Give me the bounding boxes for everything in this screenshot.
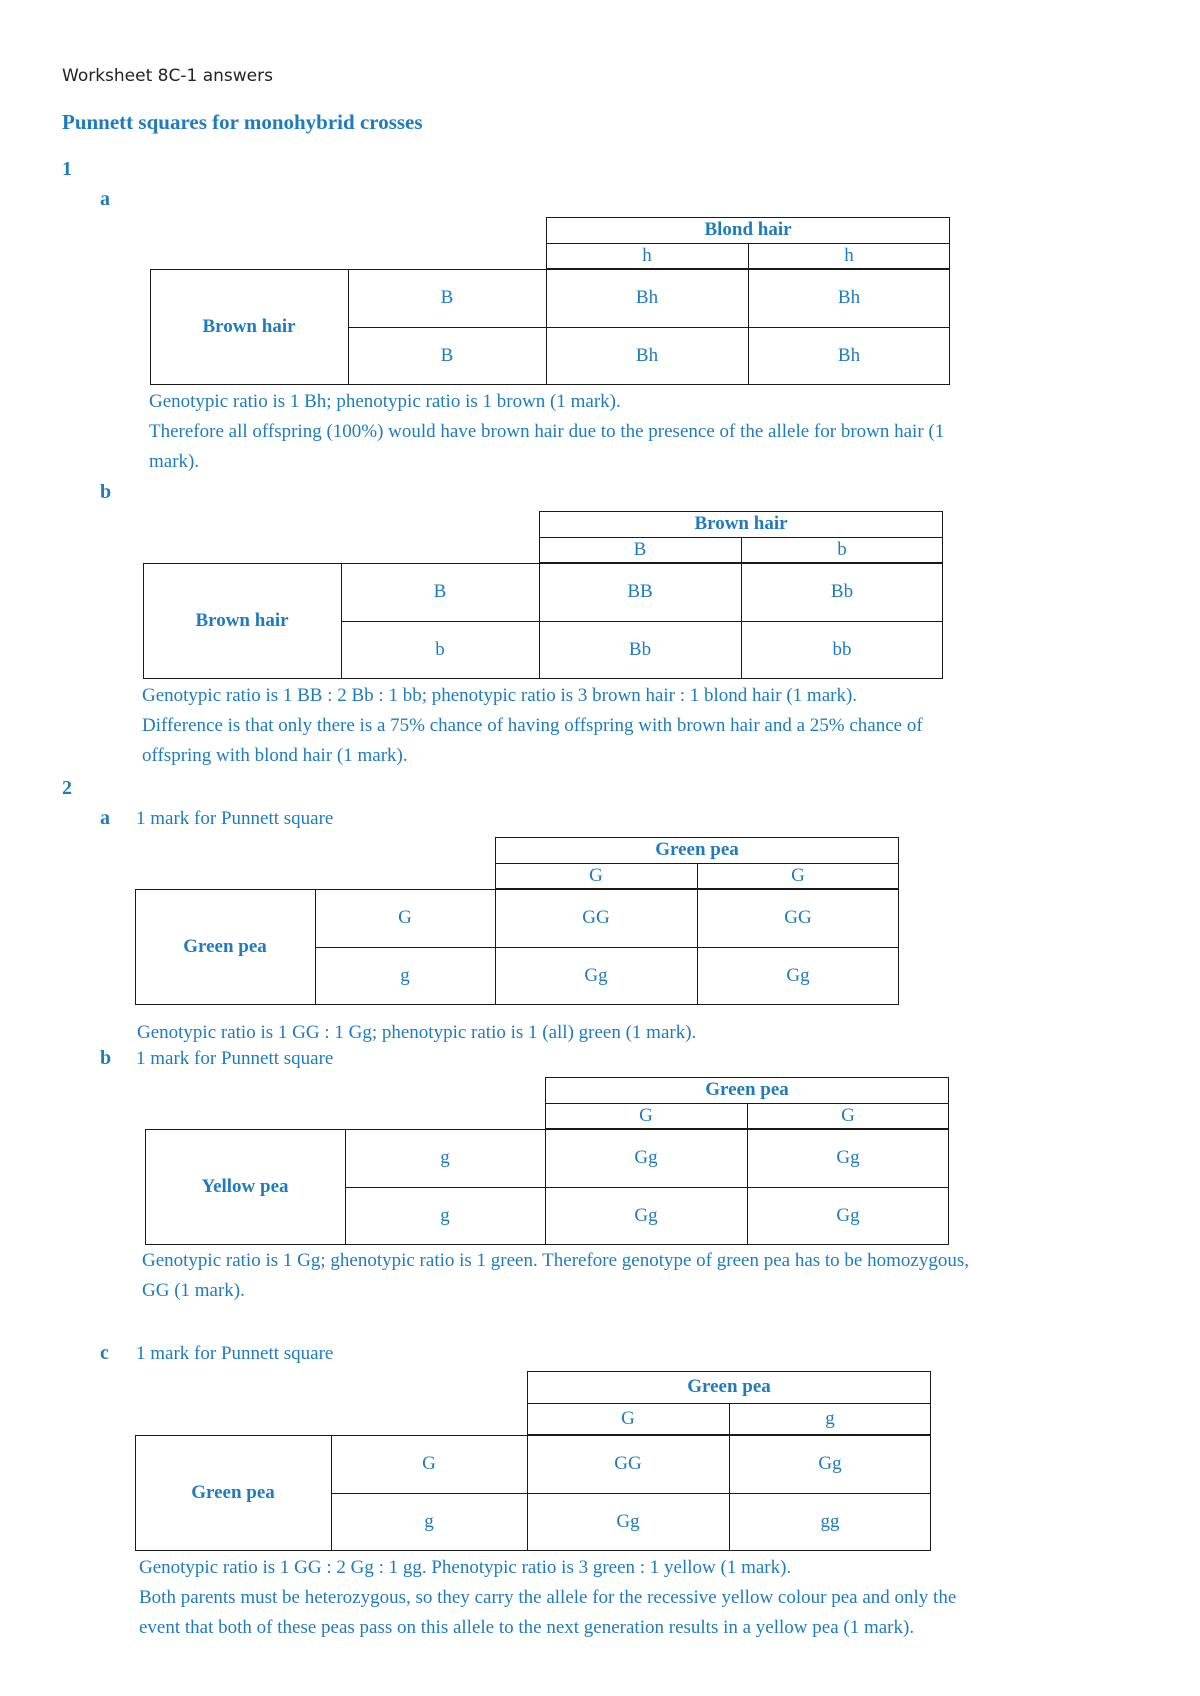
answer-line: Genotypic ratio is 1 Bh; phenotypic ratio is 1 brown (1 mark).	[149, 391, 621, 412]
top-allele: G	[589, 865, 603, 886]
side-allele: B	[440, 287, 454, 308]
top-parent-label: Green pea	[705, 1079, 789, 1100]
answer-line: GG (1 mark).	[142, 1280, 245, 1301]
answer-text-2b	[142, 1246, 969, 1306]
offspring-genotype: Bh	[635, 345, 659, 366]
answer-line: Genotypic ratio is 1 GG : 1 Gg; phenotypic ratio is 1 (all) green (1 mark).	[137, 1022, 697, 1043]
answer-line: Genotypic ratio is 1 Gg; ghenotypic ratio is 1 green. Therefore genotype of green pea has to be homozygous,	[142, 1250, 969, 1271]
side-allele: B	[440, 345, 454, 366]
top-parent-label: Green pea	[655, 839, 739, 860]
answer-text-1b	[142, 681, 923, 771]
part-2b-label: b	[100, 1047, 112, 1069]
offspring-genotype: Bb	[628, 639, 652, 660]
offspring-genotype: Gg	[634, 1147, 658, 1168]
mark-note-2c: 1 mark for Punnett square	[136, 1343, 334, 1364]
answer-line: Genotypic ratio is 1 BB : 2 Bb : 1 bb; phenotypic ratio is 3 brown hair : 1 blond hair (1 mark).	[142, 685, 858, 706]
top-allele: b	[837, 539, 847, 560]
top-parent-label: Blond hair	[704, 219, 792, 240]
offspring-genotype: Gg	[836, 1147, 860, 1168]
question-1-number: 1	[62, 158, 72, 180]
worksheet-header: Worksheet 8C-1 answers	[62, 66, 273, 86]
top-allele: B	[633, 539, 647, 560]
offspring-genotype: BB	[627, 581, 653, 602]
top-allele: G	[639, 1105, 653, 1126]
top-allele: G	[791, 865, 805, 886]
answer-text-1a	[149, 387, 944, 477]
offspring-genotype: Gg	[786, 965, 810, 986]
top-allele: G	[621, 1408, 635, 1429]
part-2c-label: c	[100, 1342, 109, 1364]
mark-note-2a: 1 mark for Punnett square	[136, 808, 334, 829]
answer-line: Genotypic ratio is 1 GG : 2 Gg : 1 gg. Phenotypic ratio is 3 green : 1 yellow (1 mark).	[139, 1557, 792, 1578]
answer-text-2c	[139, 1553, 956, 1643]
side-allele: g	[440, 1205, 450, 1226]
side-parent-label: Green pea	[191, 1482, 275, 1503]
question-2-number: 2	[62, 777, 72, 799]
part-1b-label: b	[100, 481, 112, 503]
offspring-genotype: Gg	[616, 1511, 640, 1532]
side-allele: G	[398, 907, 412, 928]
side-parent-label: Yellow pea	[201, 1176, 289, 1197]
offspring-genotype: Gg	[818, 1453, 842, 1474]
offspring-genotype: Bh	[837, 345, 861, 366]
side-allele: b	[435, 639, 445, 660]
side-allele: g	[400, 965, 410, 986]
answer-line: Therefore all offspring (100%) would have brown hair due to the presence of the allele for brown hair (1	[149, 421, 945, 442]
part-2a-label: a	[100, 807, 110, 829]
top-allele: h	[844, 245, 854, 266]
answer-text-2a	[137, 1018, 696, 1048]
offspring-genotype: gg	[820, 1511, 840, 1532]
offspring-genotype: Gg	[836, 1205, 860, 1226]
answer-line: offspring with blond hair (1 mark).	[142, 745, 408, 766]
answer-line: event that both of these peas pass on this allele to the next generation results in a yellow pea (1 mark).	[139, 1617, 915, 1638]
top-allele: G	[841, 1105, 855, 1126]
answer-line: Difference is that only there is a 75% chance of having offspring with brown hair and a 25% chance of	[142, 715, 923, 736]
side-parent-label: Green pea	[183, 936, 267, 957]
answer-line: Both parents must be heterozygous, so they carry the allele for the recessive yellow colour pea and only the	[139, 1587, 957, 1608]
offspring-genotype: GG	[582, 907, 610, 928]
page-title: Punnett squares for monohybrid crosses	[62, 110, 423, 134]
side-parent-label: Brown hair	[195, 610, 289, 631]
offspring-genotype: Gg	[634, 1205, 658, 1226]
side-allele: g	[440, 1147, 450, 1168]
offspring-genotype: Bb	[830, 581, 854, 602]
part-1a-label: a	[100, 188, 110, 210]
offspring-genotype: GG	[784, 907, 812, 928]
offspring-genotype: Bh	[837, 287, 861, 308]
top-parent-label: Brown hair	[694, 513, 788, 534]
top-allele: g	[825, 1408, 835, 1429]
answer-line: mark).	[149, 451, 200, 472]
side-allele: B	[433, 581, 447, 602]
top-allele: h	[642, 245, 652, 266]
side-allele: g	[424, 1511, 434, 1532]
offspring-genotype: bb	[832, 639, 852, 660]
mark-note-2b: 1 mark for Punnett square	[136, 1048, 334, 1069]
side-allele: G	[422, 1453, 436, 1474]
offspring-genotype: Gg	[584, 965, 608, 986]
offspring-genotype: GG	[614, 1453, 642, 1474]
offspring-genotype: Bh	[635, 287, 659, 308]
top-parent-label: Green pea	[687, 1376, 771, 1397]
side-parent-label: Brown hair	[202, 316, 296, 337]
